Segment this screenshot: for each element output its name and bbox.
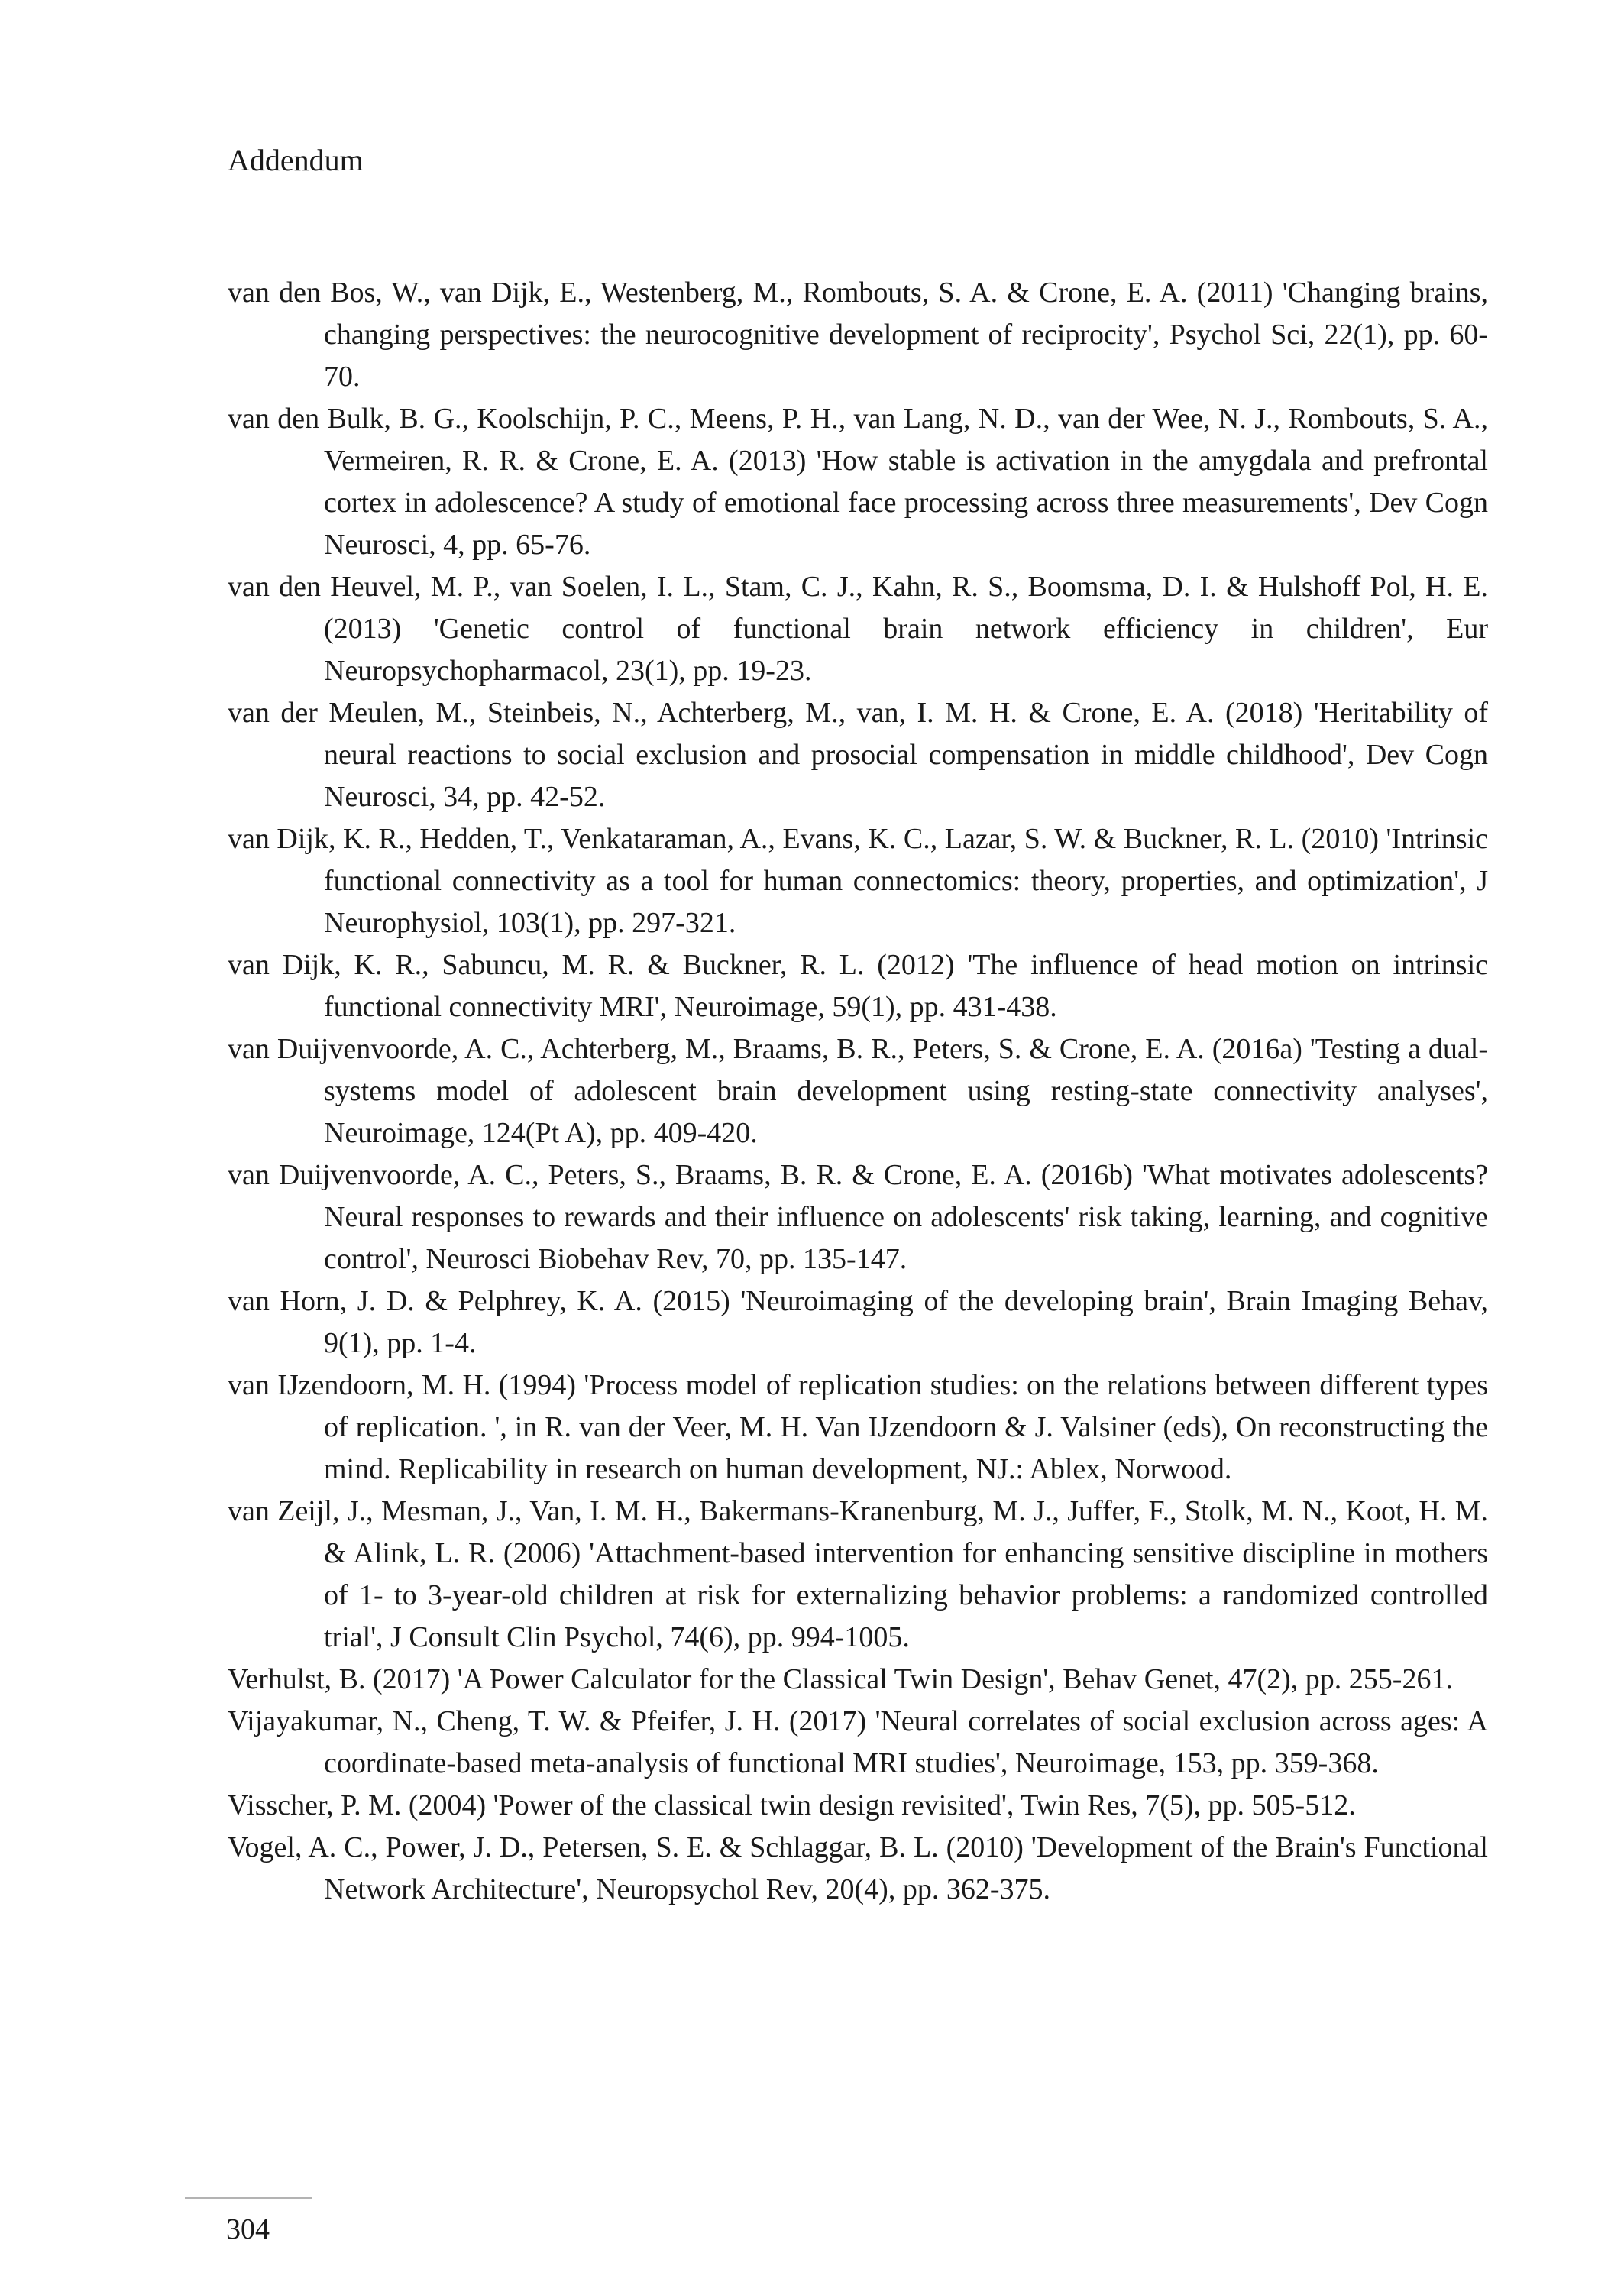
reference-item: van Horn, J. D. & Pelphrey, K. A. (2015) 'Neuroimaging of the developing brain', Brain Imaging Behav, 9(1), pp. 1-4. [228,1285,1488,1359]
reference-list [228,272,1488,1911]
reference-item: van der Meulen, M., Steinbeis, N., Achterberg, M., van, I. M. H. & Crone, E. A. (2018) 'Heritability of neural reactions to social exclusion and prosocial compensation in middle childhood', Dev Cogn Neurosci, 34, pp. 42-52. [228,697,1488,813]
page-number: 304 [226,2213,270,2245]
reference-item: van Dijk, K. R., Hedden, T., Venkataraman, A., Evans, K. C., Lazar, S. W. & Buckner, R. L. (2010) 'Intrinsic functional connectivity as a tool for human connectomics: theory, properties, and optimization', J Neurophysiol, 103(1), pp. 297-321. [228,823,1488,939]
reference-item: van den Bulk, B. G., Koolschijn, P. C., Meens, P. H., van Lang, N. D., van der Wee, N. J., Rombouts, S. A., Vermeiren, R. R. & Crone, E. A. (2013) 'How stable is activation in the amygdala and prefrontal cortex in adolescence? A study of emotional face processing across three measurements', Dev Cogn Neurosci, 4, pp. 65-76. [228,403,1488,561]
reference-item: Visscher, P. M. (2004) 'Power of the classical twin design revisited', Twin Res, 7(5), pp. 505-512. [228,1789,1356,1821]
reference-item: van den Heuvel, M. P., van Soelen, I. L., Stam, C. J., Kahn, R. S., Boomsma, D. I. & Hulshoff Pol, H. E. (2013) 'Genetic control of functional brain network efficiency in children', Eur Neuropsychopharmacol, 23(1), pp. 19-23. [228,571,1488,687]
reference-item: van Zeijl, J., Mesman, J., Van, I. M. H., Bakermans-Kranenburg, M. J., Juffer, F., Stolk, M. N., Koot, H. M. & Alink, L. R. (2006) 'Attachment-based intervention for enhancing sensitive discipline in mothers of 1- to 3-year-old children at risk for externalizing behavior problems: a randomized controlled trial', J Consult Clin Psychol, 74(6), pp. 994-1005. [228,1495,1488,1653]
reference-item: van Duijvenvoorde, A. C., Achterberg, M., Braams, B. R., Peters, S. & Crone, E. A. (2016a) 'Testing a dual-systems model of adolescent brain development using resting-state connectivity analyses', Neuroimage, 124(Pt A), pp. 409-420. [228,1033,1488,1149]
reference-item: Vogel, A. C., Power, J. D., Petersen, S. E. & Schlaggar, B. L. (2010) 'Development of the Brain's Functional Network Architecture', Neuropsychol Rev, 20(4), pp. 362-375. [228,1831,1488,1905]
reference-item: van IJzendoorn, M. H. (1994) 'Process model of replication studies: on the relations between different types of replication. ', in R. van der Veer, M. H. Van IJzendoorn & J. Valsiner (eds), On reconstructing the mind. Replicability in research on human development, NJ.: Ablex, Norwood. [228,1369,1488,1485]
footer-divider [185,2197,312,2199]
reference-item: van Duijvenvoorde, A. C., Peters, S., Braams, B. R. & Crone, E. A. (2016b) 'What motivates adolescents? Neural responses to rewards and their influence on adolescents' risk taking, learning, and cognitive control', Neurosci Biobehav Rev, 70, pp. 135-147. [228,1159,1488,1275]
reference-item: Vijayakumar, N., Cheng, T. W. & Pfeifer, J. H. (2017) 'Neural correlates of social exclusion across ages: A coordinate-based meta-analysis of functional MRI studies', Neuroimage, 153, pp. 359-368. [228,1705,1488,1779]
reference-item: van den Bos, W., van Dijk, E., Westenberg, M., Rombouts, S. A. & Crone, E. A. (2011) 'Changing brains, changing perspectives: the neurocognitive development of reciprocity', Psychol Sci, 22(1), pp. 60-70. [228,277,1488,393]
section-title: Addendum [228,143,364,177]
reference-item: Verhulst, B. (2017) 'A Power Calculator for the Classical Twin Design', Behav Genet, 47(2), pp. 255-261. [228,1663,1453,1695]
reference-item: van Dijk, K. R., Sabuncu, M. R. & Buckner, R. L. (2012) 'The influence of head motion on intrinsic functional connectivity MRI', Neuroimage, 59(1), pp. 431-438. [228,949,1488,1023]
